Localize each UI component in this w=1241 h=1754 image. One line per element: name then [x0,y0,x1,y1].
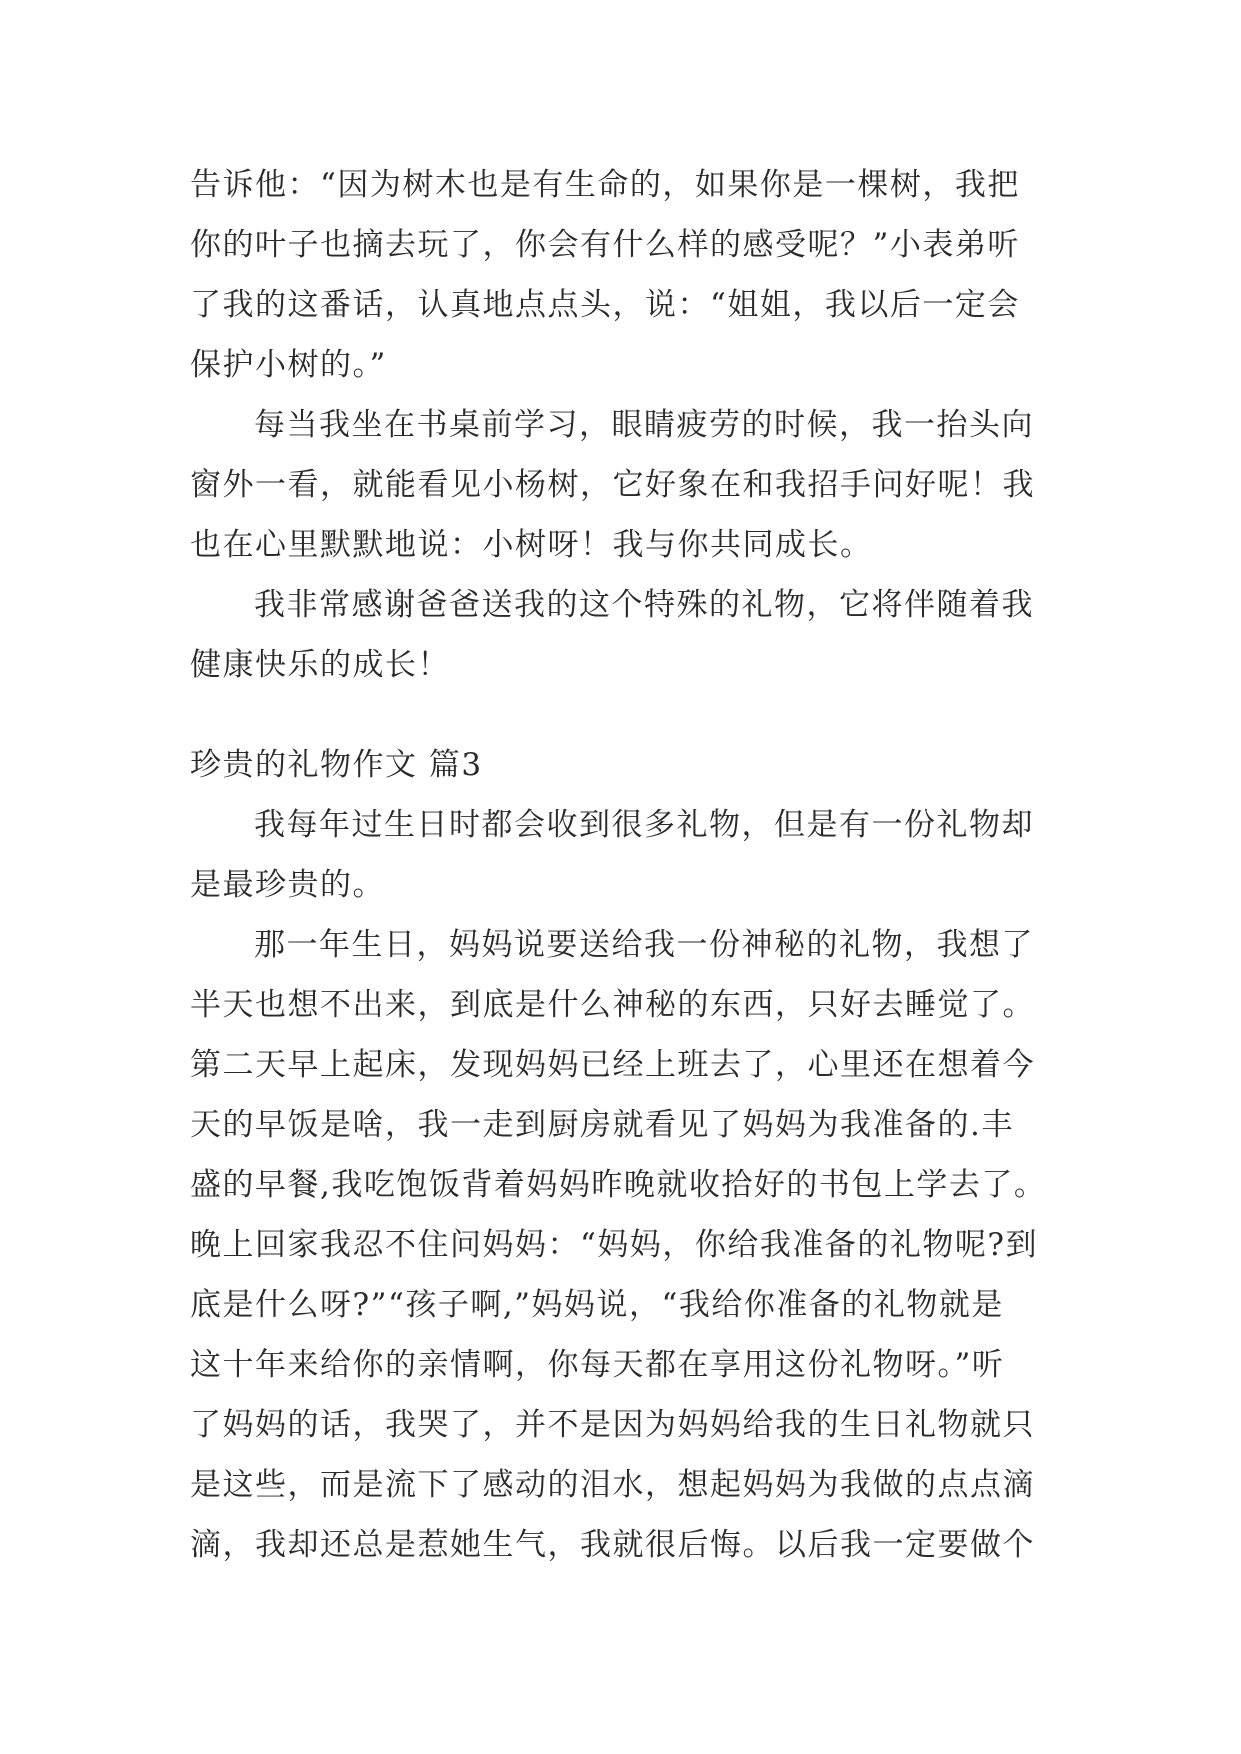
paragraph-line: 了我的这番话，认真地点点头，说：“姐姐，我以后一定会 [190,287,1020,323]
paragraph-line: 天的早饭是啥，我一走到厨房就看见了妈妈为我准备的.丰 [190,1107,1014,1143]
paragraph-line: 半天也想不出来，到底是什么神秘的东西，只好去睡觉了。 [190,987,1035,1023]
paragraph-line: 晚上回家我忍不住问妈妈：“妈妈，你给我准备的礼物呢?到 [190,1227,1038,1263]
paragraph-line: 是最珍贵的。 [190,867,385,903]
paragraph-line: 滴，我却还总是惹她生气，我就很后悔。以后我一定要做个 [190,1527,1035,1563]
paragraph-line: 是这些，而是流下了感动的泪水，想起妈妈为我做的点点滴 [190,1467,1035,1503]
section-b-heading-block [190,735,1070,795]
paragraph-line: 保护小树的。” [190,347,387,383]
paragraph-line: 健康快乐的成长！ [190,647,450,683]
section-b-body [190,795,1070,1575]
paragraph-line: 了妈妈的话，我哭了，并不是因为妈妈给我的生日礼物就只 [190,1407,1035,1443]
paragraph-line: 这十年来给你的亲情啊，你每天都在享用这份礼物呀。”听 [190,1347,1005,1383]
paragraph-first-line: 那一年生日，妈妈说要送给我一份神秘的礼物，我想了 [254,927,1034,963]
paragraph-line: 你的叶子也摘去玩了，你会有什么样的感受呢？”小表弟听 [190,227,1020,263]
section-a-body [190,155,1070,695]
paragraph-first-line: 我非常感谢爸爸送我的这个特殊的礼物，它将伴随着我 [254,587,1034,623]
paragraph-line: 底是什么呀?”“孩子啊,”妈妈说，“我给你准备的礼物就是 [190,1287,1004,1323]
paragraph-first-line: 每当我坐在书桌前学习，眼睛疲劳的时候，我一抬头向 [254,407,1034,443]
paragraph-line: 也在心里默默地说：小树呀！我与你共同成长。 [190,527,873,563]
paragraph-line: 窗外一看，就能看见小杨树，它好象在和我招手问好呢！我 [190,467,1035,503]
paragraph-first-line: 我每年过生日时都会收到很多礼物，但是有一份礼物却 [254,807,1034,843]
paragraph-line: 告诉他：“因为树木也是有生命的，如果你是一棵树，我把 [190,167,1020,203]
section-heading: 珍贵的礼物作文 篇3 [190,747,483,783]
paragraph-line: 盛的早餐,我吃饱饭背着妈妈昨晚就收拾好的书包上学去了。 [190,1167,1047,1203]
paragraph-line: 第二天早上起床，发现妈妈已经上班去了，心里还在想着今 [190,1047,1035,1083]
